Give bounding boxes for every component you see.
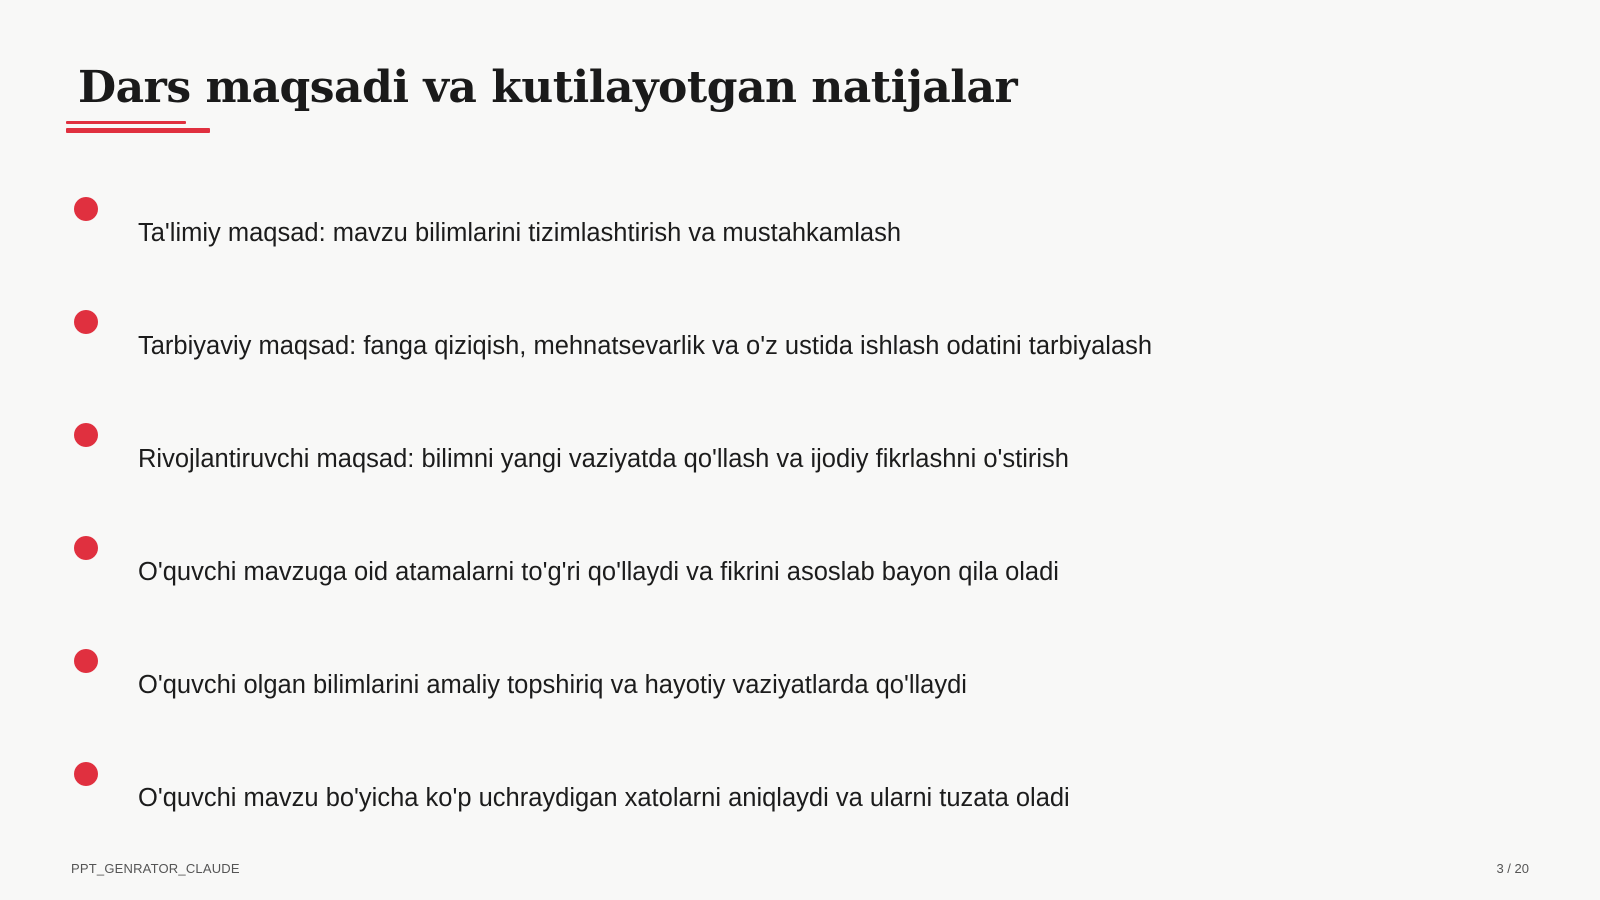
list-item xyxy=(0,762,1600,822)
list-item xyxy=(0,310,1600,370)
bullet-text: O'quvchi mavzuga oid atamalarni to'g'ri qo'llaydi va fikrini asoslab bayon qila oladi xyxy=(138,558,1059,586)
footer-brand: PPT_GENRATOR_CLAUDE xyxy=(71,861,240,876)
list-item xyxy=(0,197,1600,257)
bullet-dot-icon xyxy=(74,423,98,447)
list-item xyxy=(0,423,1600,483)
bullet-text: Rivojlantiruvchi maqsad: bilimni yangi vaziyatda qo'llash va ijodiy fikrlashni o'stirish xyxy=(138,445,1069,473)
bullet-dot-icon xyxy=(74,310,98,334)
page-indicator: 3 / 20 xyxy=(1496,861,1529,876)
slide-title: Dars maqsadi va kutilayotgan natijalar xyxy=(78,62,1018,113)
bullet-dot-icon xyxy=(74,536,98,560)
bullet-text: O'quvchi olgan bilimlarini amaliy topshiriq va hayotiy vaziyatlarda qo'llaydi xyxy=(138,671,967,699)
bullet-dot-icon xyxy=(74,649,98,673)
bullet-text: Ta'limiy maqsad: mavzu bilimlarini tizimlashtirish va mustahkamlash xyxy=(138,219,902,247)
bullet-text: Tarbiyaviy maqsad: fanga qiziqish, mehnatsevarlik va o'z ustida ishlash odatini tarbiyalash xyxy=(138,332,1153,360)
list-item xyxy=(0,536,1600,596)
bullet-dot-icon xyxy=(74,762,98,786)
bullet-dot-icon xyxy=(74,197,98,221)
list-item xyxy=(0,649,1600,709)
bullet-text: O'quvchi mavzu bo'yicha ko'p uchraydigan xatolarni aniqlaydi va ularni tuzata oladi xyxy=(138,784,1070,812)
